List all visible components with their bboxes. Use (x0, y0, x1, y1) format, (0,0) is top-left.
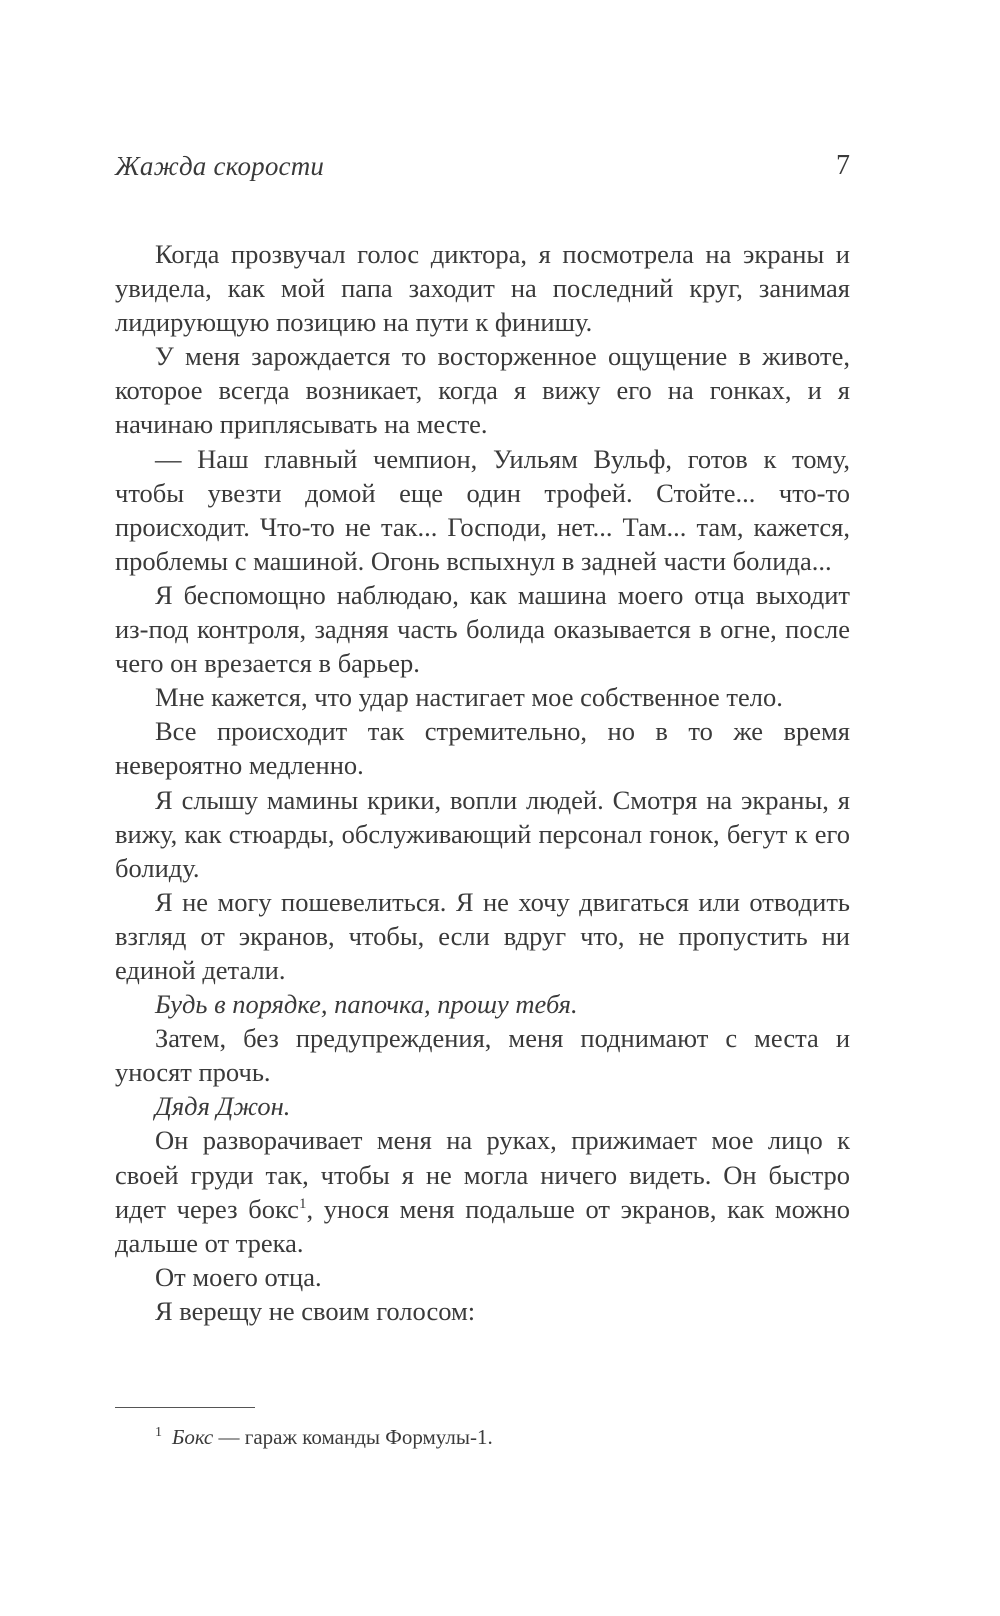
paragraph: Я беспомощно наблюдаю, как машина моего отца выходит из-под контроля, задняя часть болида оказывается в огне, после чего он врезается в барьер. (115, 579, 850, 679)
footnote-term: Бокс (172, 1425, 214, 1449)
paragraph: — Наш главный чемпион, Уильям Вульф, готов к тому, чтобы увезти домой еще один трофей. Стойте... что-то происходит. Что-то не так... Господи, нет... Там... там, кажется, проблемы с машиной. Огонь вспыхнул в задней части болида... (115, 443, 850, 576)
footnote-reference[interactable]: 1 (298, 1195, 307, 1212)
body-text (115, 237, 850, 1328)
footnote-definition: — гараж команды Формулы-1. (213, 1425, 493, 1449)
paragraph: Затем, без предупреждения, меня поднимают с места и уносят прочь. (115, 1023, 850, 1088)
footnote-number: 1 (155, 1425, 162, 1440)
paragraph: Мне кажется, что удар настигает мое собственное тело. (155, 682, 783, 713)
paragraph-with-footnote (115, 1123, 850, 1259)
footnote (115, 1418, 850, 1452)
paragraph-italic: Дядя Джон. (155, 1091, 291, 1122)
paragraph: Я верещу не своим голосом: (155, 1295, 476, 1326)
footnote-divider (115, 1407, 255, 1408)
paragraph-text-after: , унося меня подальше от экранов, как можно дальше от трека. (115, 1193, 850, 1258)
paragraph: Я не могу пошевелиться. Я не хочу двигаться или отводить взгляд от экранов, чтобы, если вдруг что, не пропустить ни единой детали. (115, 886, 850, 985)
running-title: Жажда скорости (115, 151, 325, 181)
page-number: 7 (836, 150, 850, 181)
paragraph-text-before: Он разворачивает меня на руках, прижимает мое лицо к своей груди так, чтобы я не могла ничего видеть. Он быстро идет через бокс (115, 1125, 850, 1224)
running-head (115, 148, 850, 188)
paragraph: Когда прозвучал голос диктора, я посмотрела на экраны и увидела, как мой папа заходит на последний круг, занимая лидирующую позицию на пути к финишу. (115, 239, 850, 338)
paragraph: От моего отца. (155, 1261, 322, 1292)
paragraph: Все происходит так стремительно, но в то же время невероятно медленно. (115, 716, 850, 781)
paragraph: У меня зарождается то восторженное ощущение в животе, которое всегда возникает, когда я вижу его на гонках, и я начинаю приплясывать на месте. (115, 341, 850, 440)
paragraph: Я слышу мамины крики, вопли людей. Смотря на экраны, я вижу, как стюарды, обслуживающий персонал гонок, бегут к его болиду. (115, 784, 850, 883)
paragraph-italic: Будь в порядке, папочка, прошу тебя. (155, 989, 578, 1020)
